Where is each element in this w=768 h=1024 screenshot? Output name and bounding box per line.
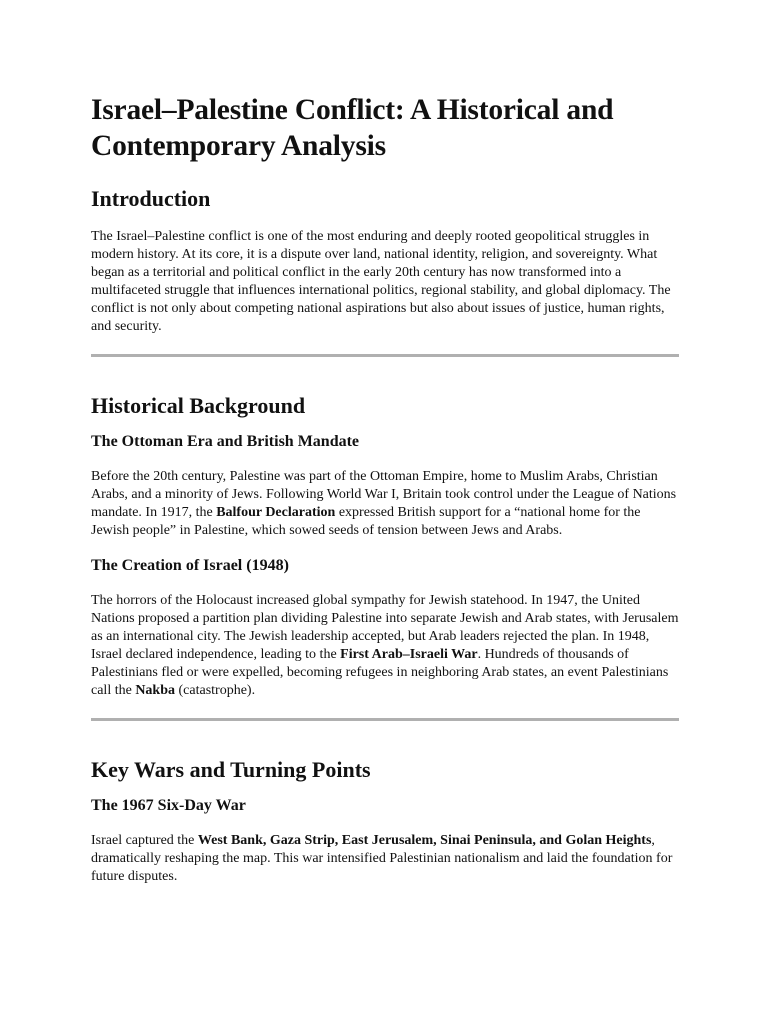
paragraph-text: Israel captured the [91, 832, 198, 848]
ottoman-paragraph [91, 468, 681, 540]
six-day-war-paragraph [91, 832, 681, 886]
bold-term: First Arab–Israeli War [340, 647, 478, 663]
bold-term: Nakba [135, 683, 175, 699]
document-content [91, 92, 681, 886]
paragraph-text: expressed British support for a “national home for the Jewish people” in Palestine, which sowed seeds of tension between Jews and Arabs. [91, 504, 641, 538]
subsection-heading-creation-of-israel: The Creation of Israel (1948) [91, 556, 289, 574]
paragraph-text: The horrors of the Holocaust increased global sympathy for Jewish statehood. In 1947, the United Nations proposed a partition plan dividing Palestine into separate Jewish and Arab states, with Jerusalem as an international city. The Jewish leadership accepted, but Arab leaders rejected the plan. In 1948, Israel declared independence, leading to the [91, 592, 679, 663]
section-divider [91, 718, 679, 721]
paragraph-text: . Hundreds of thousands of Palestinians fled or were expelled, becoming refugees in neighboring Arab states, an event Palestinians call the [91, 647, 669, 699]
subsection-heading-ottoman: The Ottoman Era and British Mandate [91, 432, 360, 450]
intro-paragraph: The Israel–Palestine conflict is one of the most enduring and deeply rooted geopolitical struggles in modern history. At its core, it is a dispute over land, national identity, religion, and sovereignty. What began as a territorial and political conflict in the early 20th century has now transformed into a multifaceted struggle that influences international politics, regional stability, and global diplomacy. The conflict is not only about competing national aspirations but also about issues of justice, human rights, and security. [91, 229, 671, 335]
subsection-heading-six-day-war: The 1967 Six-Day War [91, 796, 246, 814]
section-heading-key-wars: Key Wars and Turning Points [91, 756, 371, 782]
section-divider [91, 354, 679, 357]
section-heading-historical-background: Historical Background [91, 392, 306, 418]
bold-term: West Bank, Gaza Strip, East Jerusalem, Sinai Peninsula, and Golan Heights [197, 832, 652, 848]
bold-term: Balfour Declaration [216, 504, 336, 520]
paragraph-text: (catastrophe). [175, 683, 256, 699]
paragraph-text: Before the 20th century, Palestine was part of the Ottoman Empire, home to Muslim Arabs, Christian Arabs, and a minority of Jews. Following World War I, Britain took control under the League of Nations mandate. In 1917, the [91, 468, 677, 520]
paragraph-text: , dramatically reshaping the map. This war intensified Palestinian nationalism and laid the foundation for future disputes. [91, 832, 673, 884]
section-heading-introduction: Introduction [91, 186, 211, 211]
document-title: Israel–Palestine Conflict: A Historical and Contemporary Analysis [91, 94, 614, 162]
creation-paragraph [91, 592, 681, 701]
